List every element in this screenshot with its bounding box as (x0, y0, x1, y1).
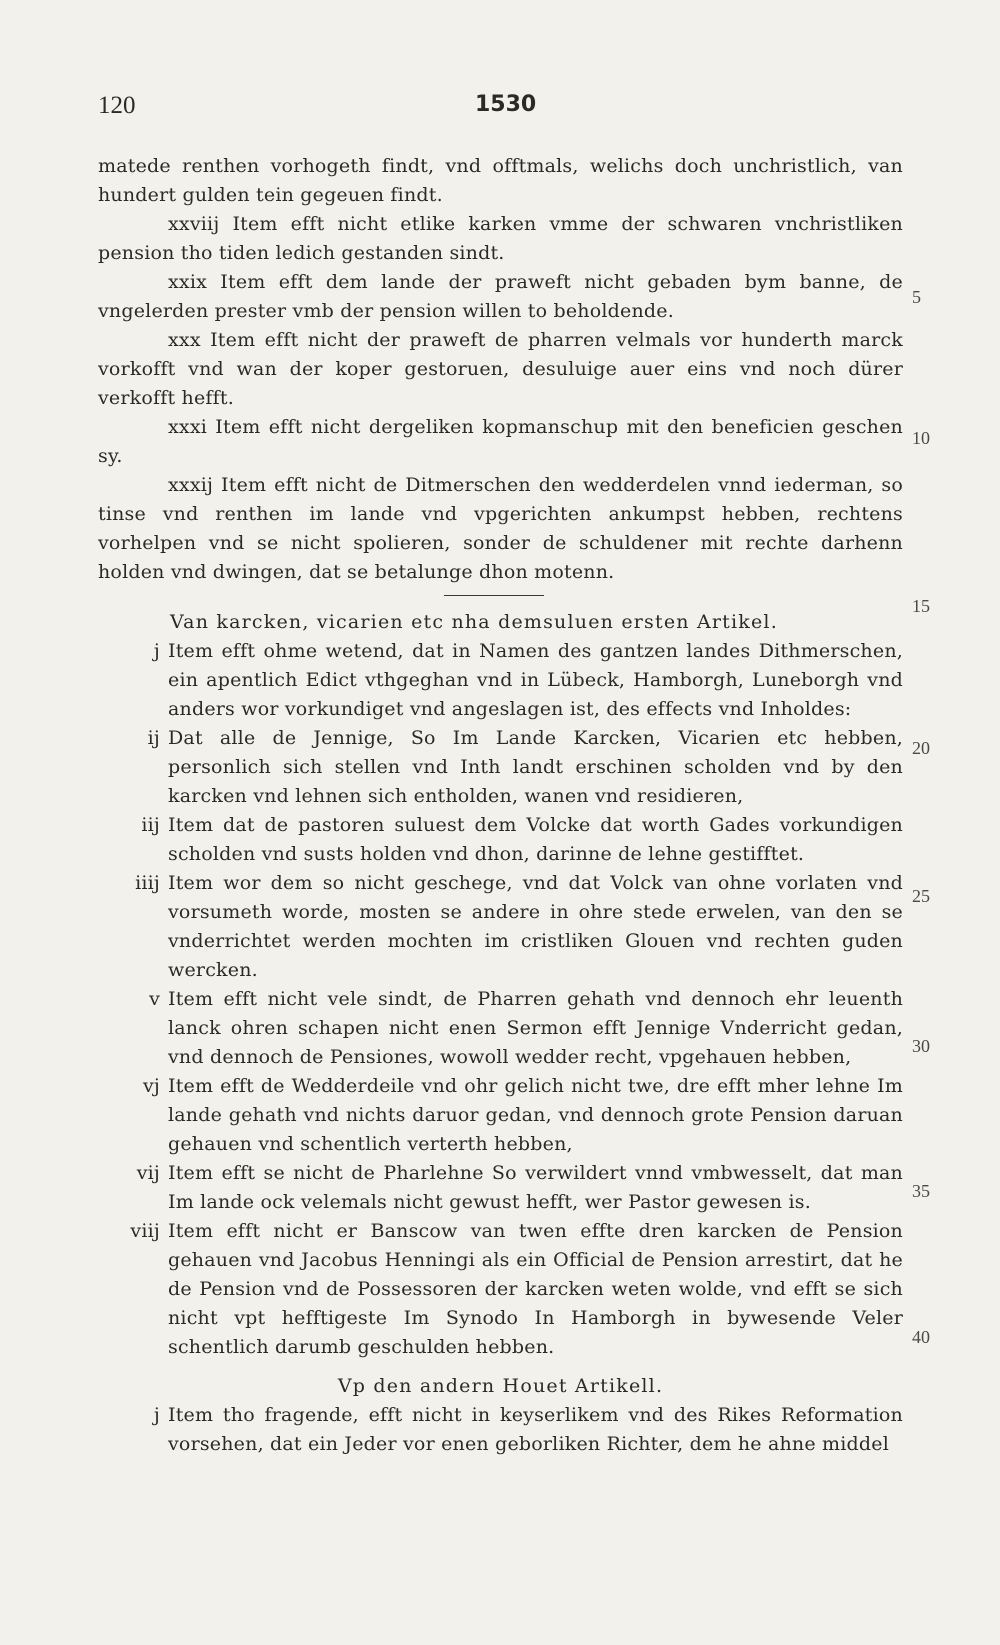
margin-line-number: 25 (912, 886, 930, 906)
item-number: iij (141, 814, 160, 836)
item-text: Item wor dem so nicht geschege, vnd dat Volck van ohne vorlaten vnd vorsumeth worde, mosten se andere in ohre stede erwelen, van den se vnderrichtet werden mochten im cristliken Glouen vnd rechten guden wercken. (168, 872, 903, 981)
list-item (98, 1401, 903, 1459)
margin-line-number: 40 (912, 1327, 930, 1347)
item-text: Item efft nicht er Banscow van twen effte dren karcken de Pension gehauen vnd Jacobus Henningi als ein Official de Pension arrestirt, dat he de Pension vnd de Possessoren der karcken weten wolde, vnd efft se sich nicht vpt hefftigeste Im Synodo In Hamborgh in bywesende Veler schentlich darumb geschulden hebben. (168, 1220, 903, 1358)
section-heading-karcken: Van karcken, vicarien etc nha demsuluen ersten Artikel. (170, 611, 778, 633)
list-item (98, 1217, 903, 1362)
paragraph-xxx: xxx Item efft nicht der praweft de pharren velmals vor hunderth marck vorkofft vnd wan der koper gestoruen, desuluige auer eins vnd noch dürer verkofft hefft. (98, 329, 903, 409)
paragraph-xxxij: xxxij Item efft nicht de Ditmerschen den wedderdelen vnnd iederman, so tinse vnd renthen im lande vnd vpgerichten ankumpst hebben, rechtens vorhelpen vnd se nicht spolieren, sonder de schuldener mit rechte darhenn holden vnd dwingen, dat se betalunge dhon motenn. (98, 474, 903, 583)
item-number: vj (142, 1075, 160, 1097)
body-text (98, 152, 903, 1459)
paragraph-xxviij: xxviij Item efft nicht etlike karken vmme der schwaren vnchristliken pension tho tiden ledich gestanden sindt. (98, 213, 903, 264)
margin-line-number: 10 (912, 428, 930, 448)
page-header (98, 92, 903, 132)
section-heading-houet-artikell: Vp den andern Houet Artikell. (337, 1375, 664, 1397)
margin-line-number: 20 (912, 738, 930, 758)
item-number: viij (130, 1220, 160, 1242)
list-item (98, 985, 903, 1072)
item-number: v (149, 988, 160, 1010)
item-text: Item efft ohme wetend, dat in Namen des gantzen landes Dithmerschen, ein apentlich Edict vthgeghan vnd in Lübeck, Hamborgh, Luneborgh vnd anders wor vorkundiget vnd angeslagen ist, des effects vnd Inholdes: (168, 640, 903, 720)
item-number: j (153, 1404, 160, 1426)
list-item (98, 1159, 903, 1217)
section-divider (444, 595, 544, 596)
item-number: ij (147, 727, 160, 749)
margin-line-number: 30 (912, 1036, 930, 1056)
item-text: Item dat de pastoren suluest dem Volcke dat worth Gades vorkundigen scholden vnd susts holden vnd dhon, darinne de lehne gestifftet. (168, 814, 903, 865)
page-number: 120 (98, 92, 136, 119)
item-number: iiij (135, 872, 160, 894)
margin-line-number: 5 (912, 287, 921, 307)
page-year-heading: 1530 (475, 92, 537, 117)
paragraph-continuation: matede renthen vorhogeth findt, vnd offtmals, welichs doch unchristlich, van hundert gulden tein gegeuen findt. (98, 155, 903, 206)
list-item (98, 1072, 903, 1159)
item-number: j (153, 640, 160, 662)
item-number: vij (136, 1162, 160, 1184)
item-text: Item tho fragende, efft nicht in keyserlikem vnd des Rikes Reformation vorsehen, dat ein Jeder vor enen geborliken Richter, dem he ahne middel (168, 1404, 903, 1455)
margin-line-number: 35 (912, 1181, 930, 1201)
margin-line-number: 15 (912, 596, 930, 616)
list-item (98, 869, 903, 985)
item-text: Item efft nicht vele sindt, de Pharren gehath vnd dennoch ehr leuenth lanck ohren schapen nicht enen Sermon efft Jennige Vnderricht gedan, vnd dennoch de Pensiones, wowoll wedder recht, vpgehauen hebben, (168, 988, 903, 1068)
list-item (98, 724, 903, 811)
item-text: Item efft de Wedderdeile vnd ohr gelich nicht twe, dre efft mher lehne Im lande gehath vnd nichts daruor gedan, vnd dennoch grote Pension daruan gehauen vnd schentlich verterth hebben, (168, 1075, 903, 1155)
paragraph-xxxi: xxxi Item efft nicht dergeliken kopmanschup mit den beneficien geschen sy. (98, 416, 903, 467)
list-item (98, 811, 903, 869)
list-item (98, 637, 903, 724)
item-text: Dat alle de Jennige, So Im Lande Karcken, Vicarien etc hebben, personlich sich stellen vnd Inth landt erschinen scholden vnd by den karcken vnd lehnen sich entholden, wanen vnd residieren, (168, 727, 903, 807)
item-text: Item efft se nicht de Pharlehne So verwildert vnnd vmbwesselt, dat man Im lande ock velemals nicht gewust hefft, wer Pastor gewesen is. (168, 1162, 903, 1213)
paragraph-xxix: xxix Item efft dem lande der praweft nicht gebaden bym banne, de vngelerden prester vmb der pension willen to beholdende. (98, 271, 903, 322)
